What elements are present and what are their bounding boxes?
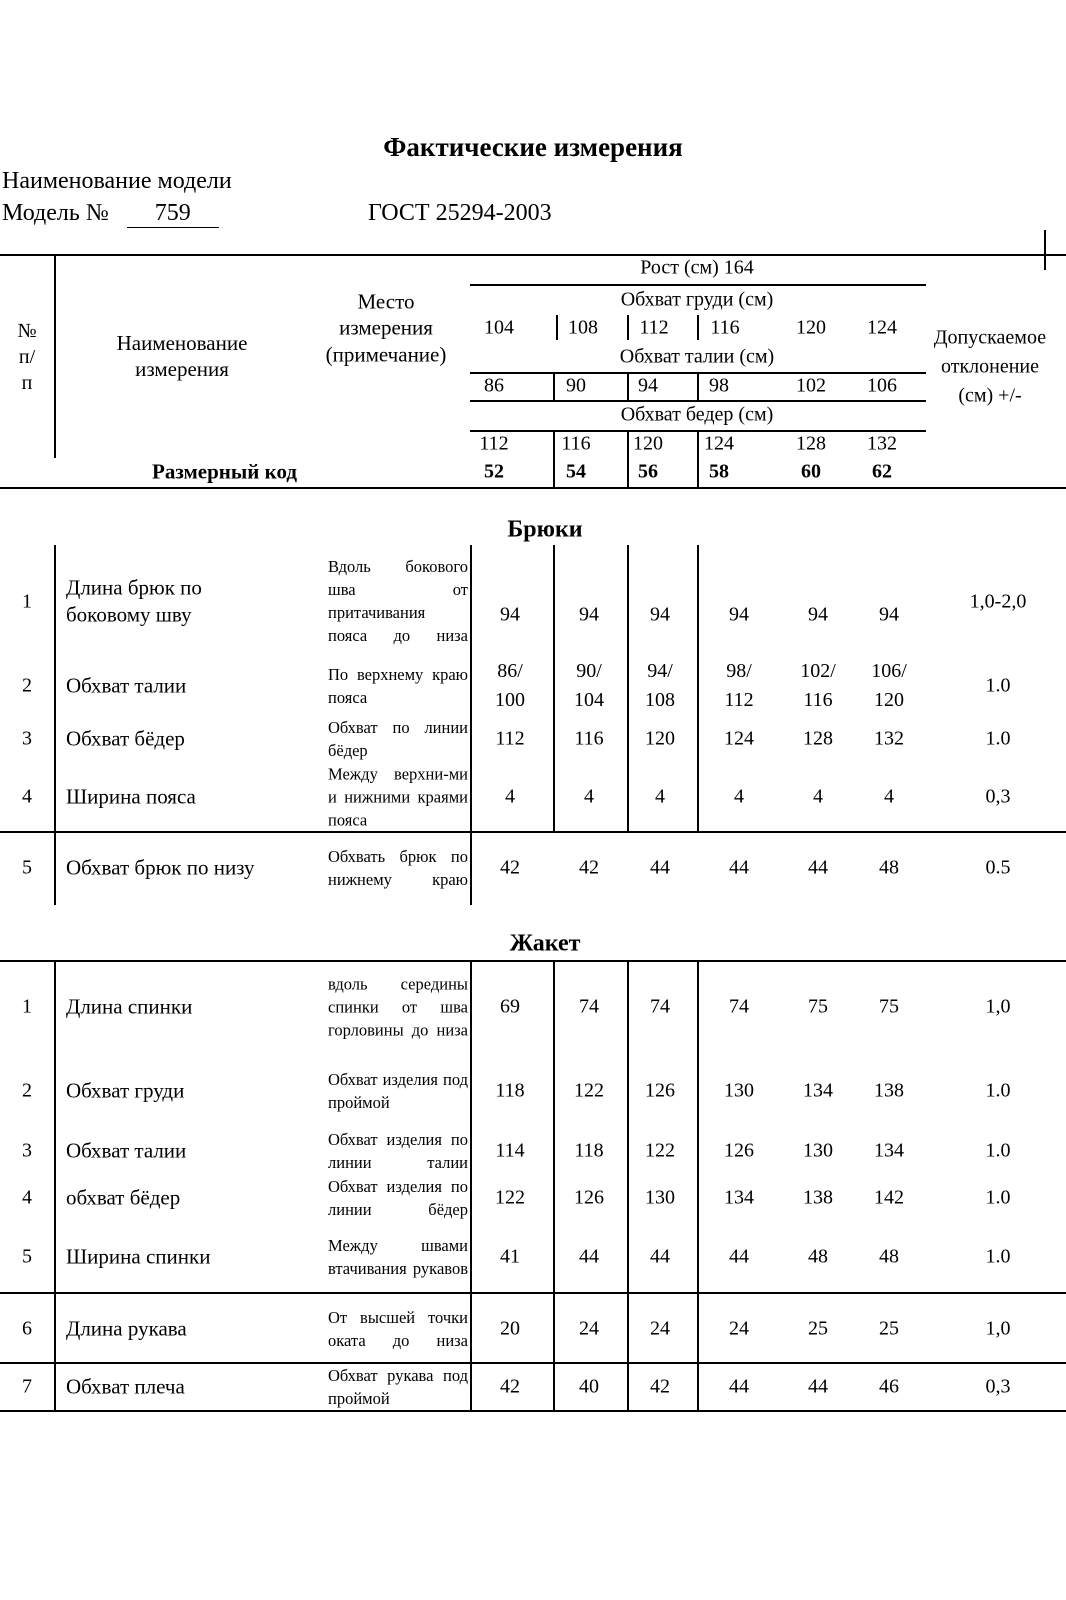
row-value-cell: 42 bbox=[579, 856, 599, 879]
hips-size-cell: 112 bbox=[479, 432, 509, 455]
row-number: 4 bbox=[22, 1186, 32, 1209]
row-value-cell: 90/ 104 bbox=[574, 660, 604, 711]
row-value-cell: 4 bbox=[813, 785, 823, 808]
waist-size-cell: 98 bbox=[709, 374, 729, 397]
row-value-cell: 122 bbox=[645, 1139, 675, 1162]
table-rule bbox=[54, 960, 56, 1410]
chest-size-cell: 112 bbox=[639, 316, 669, 339]
row-value-cell: 94 bbox=[650, 603, 670, 626]
row-tolerance: 1.0 bbox=[985, 727, 1011, 750]
table-rule bbox=[553, 430, 555, 487]
table-rule bbox=[470, 545, 472, 905]
row-number: 5 bbox=[22, 1245, 32, 1268]
row-measurement-name: Длина рукава bbox=[66, 1316, 187, 1341]
table-rule bbox=[697, 372, 699, 400]
row-value-cell: 74 bbox=[650, 995, 670, 1018]
waist-size-cell: 94 bbox=[638, 374, 658, 397]
table-rule bbox=[627, 315, 629, 340]
row-number: 3 bbox=[22, 727, 32, 750]
table-rule bbox=[697, 960, 699, 1410]
row-value-cell: 42 bbox=[650, 1375, 670, 1398]
row-tolerance: 0,3 bbox=[985, 1375, 1011, 1398]
row-value-cell: 24 bbox=[650, 1317, 670, 1340]
row-value-cell: 120 bbox=[645, 727, 675, 750]
row-value-cell: 44 bbox=[729, 856, 749, 879]
table-rule bbox=[553, 960, 555, 1410]
row-value-cell: 126 bbox=[574, 1186, 604, 1209]
row-measurement-place: Обхват изделия под проймой bbox=[328, 1069, 468, 1112]
row-value-cell: 48 bbox=[879, 856, 899, 879]
model-number-value: 759 bbox=[127, 200, 219, 228]
table-rule bbox=[0, 254, 1066, 256]
row-value-cell: 130 bbox=[803, 1139, 833, 1162]
row-value-cell: 94 bbox=[879, 603, 899, 626]
model-name-label: Наименование модели bbox=[2, 168, 232, 194]
row-tolerance: 1.0 bbox=[985, 1186, 1011, 1209]
row-measurement-place: Обхват рукава под проймой bbox=[328, 1365, 468, 1408]
row-value-cell: 75 bbox=[879, 995, 899, 1018]
row-value-cell: 24 bbox=[579, 1317, 599, 1340]
row-value-cell: 44 bbox=[808, 1375, 828, 1398]
row-value-cell: 118 bbox=[495, 1079, 525, 1102]
row-value-cell: 48 bbox=[808, 1245, 828, 1268]
row-number: 5 bbox=[22, 856, 32, 879]
row-value-cell: 42 bbox=[500, 856, 520, 879]
row-tolerance: 1.0 bbox=[985, 1245, 1011, 1268]
table-rule bbox=[697, 430, 699, 487]
row-measurement-name: Ширина пояса bbox=[66, 784, 196, 809]
row-measurement-name: Обхват бёдер bbox=[66, 726, 185, 751]
header-num-col bbox=[17, 318, 36, 396]
row-value-cell: 126 bbox=[645, 1079, 675, 1102]
table-rule bbox=[627, 430, 629, 487]
table-rule bbox=[0, 1292, 1066, 1294]
page-title: Фактические измерения bbox=[383, 132, 683, 162]
hips-size-cell: 120 bbox=[633, 432, 663, 455]
row-value-cell: 74 bbox=[579, 995, 599, 1018]
row-value-cell: 44 bbox=[650, 1245, 670, 1268]
header-name-col: Наименование измерения bbox=[116, 330, 248, 381]
table-rule bbox=[697, 315, 699, 340]
chest-size-cell: 104 bbox=[484, 316, 514, 339]
table-rule bbox=[1044, 230, 1046, 270]
table-rule bbox=[697, 545, 699, 831]
table-rule bbox=[627, 545, 629, 831]
table-rule bbox=[470, 400, 926, 402]
row-value-cell: 75 bbox=[808, 995, 828, 1018]
row-value-cell: 118 bbox=[574, 1139, 604, 1162]
row-value-cell: 4 bbox=[884, 785, 894, 808]
row-tolerance: 1,0 bbox=[985, 995, 1011, 1018]
chest-size-cell: 124 bbox=[867, 316, 897, 339]
row-tolerance: 1,0-2,0 bbox=[969, 590, 1027, 613]
row-tolerance: 1.0 bbox=[985, 674, 1011, 697]
row-measurement-place: Вдоль бокового шва от притачивания пояса до низа bbox=[328, 556, 468, 646]
size-code-cell: 52 bbox=[484, 460, 504, 483]
table-rule bbox=[0, 1362, 1066, 1364]
row-tolerance: 1,0 bbox=[985, 1317, 1011, 1340]
row-value-cell: 44 bbox=[579, 1245, 599, 1268]
model-number-line bbox=[2, 200, 219, 228]
row-value-cell: 128 bbox=[803, 727, 833, 750]
row-measurement-place: Обхват изделия по линии талии bbox=[328, 1129, 468, 1172]
row-value-cell: 41 bbox=[500, 1245, 520, 1268]
row-value-cell: 69 bbox=[500, 995, 520, 1018]
hips-size-cell: 128 bbox=[796, 432, 826, 455]
row-measurement-name: Обхват плеча bbox=[66, 1374, 185, 1399]
header-height: Рост (см) 164 bbox=[640, 256, 754, 279]
row-value-cell: 20 bbox=[500, 1317, 520, 1340]
size-code-label: Размерный код bbox=[152, 459, 297, 484]
row-number: 3 bbox=[22, 1139, 32, 1162]
size-code-cell: 54 bbox=[566, 460, 586, 483]
row-number: 4 bbox=[22, 785, 32, 808]
table-rule bbox=[0, 1410, 1066, 1412]
row-value-cell: 86/ 100 bbox=[495, 660, 525, 711]
row-value-cell: 106/ 120 bbox=[871, 660, 907, 711]
row-tolerance: 0.5 bbox=[985, 856, 1011, 879]
header-num-col-line: № bbox=[17, 320, 37, 342]
row-number: 2 bbox=[22, 1079, 32, 1102]
table-rule bbox=[54, 545, 56, 905]
row-value-cell: 4 bbox=[734, 785, 744, 808]
row-value-cell: 4 bbox=[655, 785, 665, 808]
table-rule bbox=[470, 960, 472, 1410]
header-tolerance-col: Допускаемое отклонение (см) +/- bbox=[933, 326, 1047, 407]
row-value-cell: 134 bbox=[874, 1139, 904, 1162]
row-value-cell: 42 bbox=[500, 1375, 520, 1398]
hips-size-cell: 116 bbox=[561, 432, 591, 455]
row-value-cell: 40 bbox=[579, 1375, 599, 1398]
table-rule bbox=[0, 487, 1066, 489]
row-value-cell: 114 bbox=[495, 1139, 525, 1162]
row-measurement-name: обхват бёдер bbox=[66, 1185, 181, 1210]
row-measurement-place: Обхвать брюк по нижнему краю bbox=[328, 846, 468, 889]
row-number: 2 bbox=[22, 674, 32, 697]
header-hips-label: Обхват бедер (см) bbox=[620, 403, 774, 426]
row-value-cell: 98/ 112 bbox=[724, 660, 754, 711]
header-chest-label: Обхват груди (см) bbox=[620, 288, 774, 311]
header-num-col-line: п bbox=[21, 372, 33, 394]
row-value-cell: 4 bbox=[505, 785, 515, 808]
table-rule bbox=[553, 372, 555, 400]
header-num-col-line: п/ bbox=[18, 346, 36, 368]
waist-size-cell: 102 bbox=[796, 374, 826, 397]
table-rule bbox=[627, 372, 629, 400]
row-measurement-place: Обхват изделия по линии бёдер bbox=[328, 1176, 468, 1219]
row-number: 7 bbox=[22, 1375, 32, 1398]
row-value-cell: 25 bbox=[808, 1317, 828, 1340]
header-place-col: Место измерения (примечание) bbox=[325, 289, 447, 367]
size-code-cell: 58 bbox=[709, 460, 729, 483]
section-title: Жакет bbox=[509, 930, 581, 957]
row-value-cell: 94 bbox=[729, 603, 749, 626]
waist-size-cell: 86 bbox=[484, 374, 504, 397]
row-measurement-name: Длина спинки bbox=[66, 994, 193, 1019]
row-value-cell: 138 bbox=[874, 1079, 904, 1102]
chest-size-cell: 108 bbox=[568, 316, 598, 339]
row-measurement-place: Обхват по линии бёдер bbox=[328, 717, 468, 760]
row-value-cell: 130 bbox=[645, 1186, 675, 1209]
row-measurement-name: Ширина спинки bbox=[66, 1244, 211, 1269]
row-value-cell: 112 bbox=[495, 727, 525, 750]
row-value-cell: 116 bbox=[574, 727, 604, 750]
row-value-cell: 94 bbox=[500, 603, 520, 626]
row-value-cell: 74 bbox=[729, 995, 749, 1018]
row-value-cell: 94 bbox=[808, 603, 828, 626]
waist-size-cell: 90 bbox=[566, 374, 586, 397]
row-value-cell: 122 bbox=[495, 1186, 525, 1209]
row-value-cell: 24 bbox=[729, 1317, 749, 1340]
row-value-cell: 134 bbox=[724, 1186, 754, 1209]
model-number-label: Модель № bbox=[2, 200, 109, 226]
size-code-cell: 60 bbox=[801, 460, 821, 483]
row-value-cell: 44 bbox=[729, 1245, 749, 1268]
row-number: 1 bbox=[22, 590, 32, 613]
row-tolerance: 1.0 bbox=[985, 1079, 1011, 1102]
section-title: Брюки bbox=[507, 516, 583, 543]
row-measurement-name: Обхват груди bbox=[66, 1078, 185, 1103]
table-rule bbox=[470, 284, 926, 286]
row-value-cell: 4 bbox=[584, 785, 594, 808]
table-rule bbox=[0, 831, 1066, 833]
row-value-cell: 48 bbox=[879, 1245, 899, 1268]
row-value-cell: 102/ 116 bbox=[800, 660, 836, 711]
row-measurement-place: Между верхни-ми и нижними краями пояса bbox=[328, 764, 468, 830]
row-measurement-place: Между швами втачивания рукавов bbox=[328, 1235, 468, 1278]
table-rule bbox=[556, 315, 558, 340]
waist-size-cell: 106 bbox=[867, 374, 897, 397]
table-rule bbox=[54, 254, 56, 458]
row-value-cell: 94/ 108 bbox=[645, 660, 675, 711]
table-rule bbox=[627, 960, 629, 1410]
row-number: 6 bbox=[22, 1317, 32, 1340]
size-code-cell: 56 bbox=[638, 460, 658, 483]
table-rule bbox=[0, 960, 1066, 962]
row-value-cell: 122 bbox=[574, 1079, 604, 1102]
row-value-cell: 138 bbox=[803, 1186, 833, 1209]
row-number: 1 bbox=[22, 995, 32, 1018]
row-measurement-place: По верхнему краю пояса bbox=[328, 664, 468, 707]
row-value-cell: 124 bbox=[724, 727, 754, 750]
row-value-cell: 142 bbox=[874, 1186, 904, 1209]
standard-code: ГОСТ 25294-2003 bbox=[368, 200, 552, 226]
row-value-cell: 132 bbox=[874, 727, 904, 750]
row-value-cell: 44 bbox=[650, 856, 670, 879]
header-waist-label: Обхват талии (см) bbox=[619, 345, 775, 368]
row-measurement-name: Обхват талии bbox=[66, 1138, 187, 1163]
row-tolerance: 1.0 bbox=[985, 1139, 1011, 1162]
chest-size-cell: 116 bbox=[710, 316, 740, 339]
row-value-cell: 126 bbox=[724, 1139, 754, 1162]
row-measurement-name: Длина брюк по боковому шву bbox=[66, 575, 202, 627]
row-measurement-name: Обхват талии bbox=[66, 673, 187, 698]
size-code-cell: 62 bbox=[872, 460, 892, 483]
row-value-cell: 44 bbox=[729, 1375, 749, 1398]
row-value-cell: 46 bbox=[879, 1375, 899, 1398]
row-value-cell: 134 bbox=[803, 1079, 833, 1102]
row-measurement-place: От высшей точки оката до низа bbox=[328, 1307, 468, 1350]
row-value-cell: 130 bbox=[724, 1079, 754, 1102]
row-tolerance: 0,3 bbox=[985, 785, 1011, 808]
row-value-cell: 44 bbox=[808, 856, 828, 879]
row-measurement-place: вдоль середины спинки от шва горловины до низа bbox=[328, 974, 468, 1040]
table-rule bbox=[553, 545, 555, 831]
hips-size-cell: 124 bbox=[704, 432, 734, 455]
row-measurement-name: Обхват брюк по низу bbox=[66, 855, 255, 880]
chest-size-cell: 120 bbox=[796, 316, 826, 339]
row-value-cell: 25 bbox=[879, 1317, 899, 1340]
hips-size-cell: 132 bbox=[867, 432, 897, 455]
row-value-cell: 94 bbox=[579, 603, 599, 626]
